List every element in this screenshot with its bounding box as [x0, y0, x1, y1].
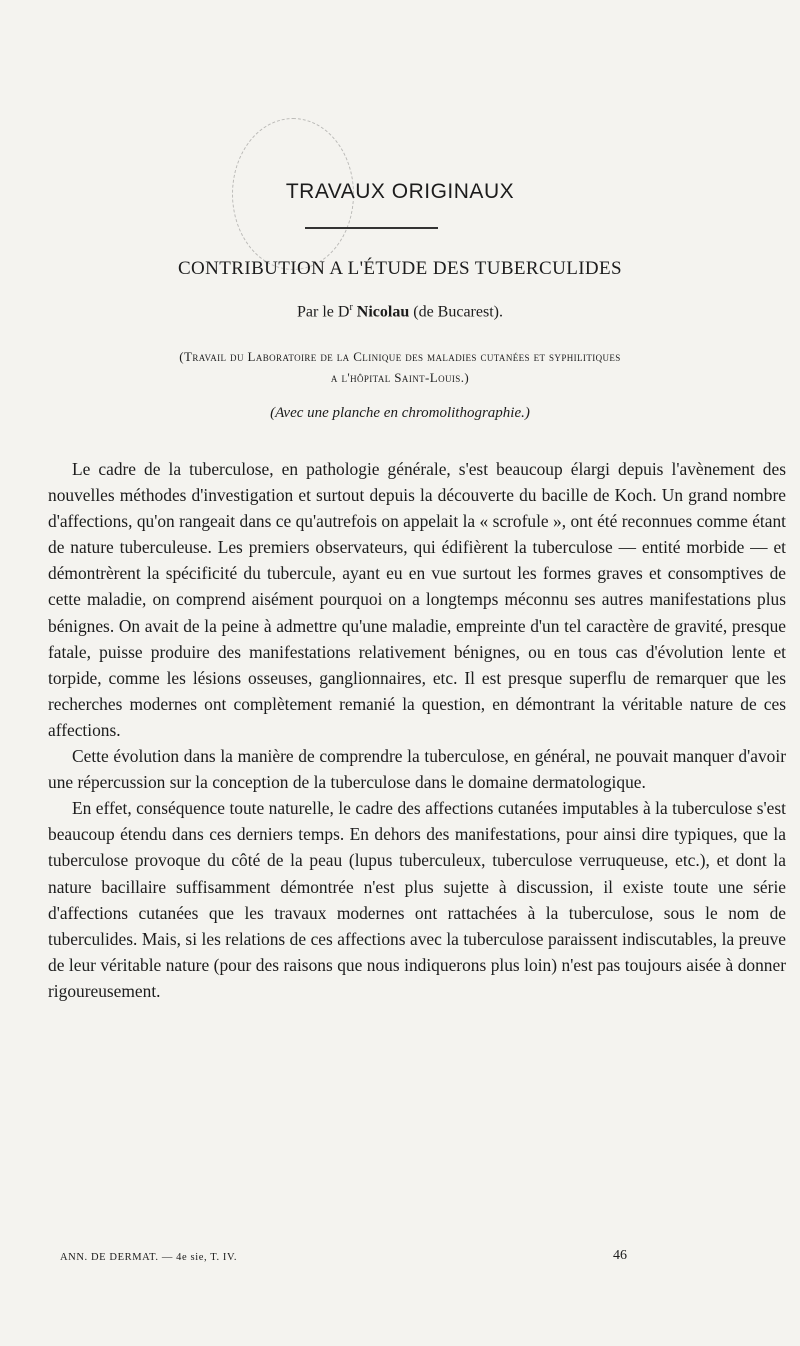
section-title: TRAVAUX ORIGINAUX [285, 180, 515, 203]
plate-note: (Avec une planche en chromolithographie.) [270, 405, 530, 421]
affiliation [44, 346, 756, 388]
title-divider [305, 227, 438, 229]
article-title: CONTRIBUTION A L'ÉTUDE DES TUBERCULIDES [177, 258, 623, 279]
byline [0, 302, 800, 321]
byline-title: D [337, 303, 350, 321]
paragraph-3: En effet, conséquence toute naturelle, le cadre des affections cutanées imputables à la tuberculose s'est beaucoup étendu dans ces derniers temps. En dehors des manifestations, pour ainsi dire typiques, que la tuberculose provoque du côté de la peau (lupus tuberculeux, tuberculose verruqueuse, etc.), et dont la nature bacillaire suffisamment démontrée n'est plus sujette à discussion, il existe toute une série d'affections cutanées que les travaux modernes ont rattachées à la tuberculose, sous le nom de tuberculides. Mais, si les relations de ces affections avec la tuberculose paraissent indiscutables, la preuve de leur véritable nature (pour des raisons que nous indiquerons plus loin) n'est pas toujours aisée à donner rigoureusement. [48, 798, 786, 1001]
page-number: 46 [613, 1248, 627, 1263]
article-body [48, 456, 786, 1004]
affiliation-line-1: (Travail du Laboratoire de la Clinique des maladies cutanées et syphilitiques [179, 349, 621, 364]
journal-reference: ANN. DE DERMAT. — 4e sie, T. IV. [60, 1252, 238, 1263]
paragraph-1: Le cadre de la tuberculose, en pathologie générale, s'est beaucoup élargi depuis l'avènement des nouvelles méthodes d'investigation et surtout depuis la découverte du bacille de Koch. Un grand nombre d'affections, qu'on rangeait dans ce qu'autrefois on appelait la « scrofule », ont été reconnues comme étant de nature tuberculeuse. Les premiers observateurs, qui édifièrent la tuberculose — entité morbide — et démontrèrent la spécificité du tubercule, ayant eu en vue surtout les formes graves et consomptives de cette maladie, on comprend aisément pourquoi on a longtemps méconnu ses autres manifestations plus bénignes. On avait de la peine à admettre qu'une maladie, empreinte d'un tel caractère de gravité, presque fatale, puisse produire des manifestations relativement bénignes, ou en tous cas d'évolution lente et torpide, comme les lésions osseuses, ganglionnaires, etc. Il est presque superflu de remarquer que les recherches modernes ont complètement remanié la question, en démontrant la véritable nature de ces affections. [48, 459, 786, 740]
byline-suffix: (de Bucarest). [409, 303, 503, 321]
byline-prefix: Par le [297, 303, 338, 321]
author-name: Nicolau [356, 303, 410, 321]
affiliation-line-2: a l'hôpital Saint-Louis.) [330, 370, 470, 385]
paragraph-2: Cette évolution dans la manière de comprendre la tuberculose, en général, ne pouvait manquer d'avoir une répercussion sur la conception de la tuberculose dans le domaine dermatologique. [48, 746, 786, 793]
byline-title-sup: r [349, 302, 353, 313]
